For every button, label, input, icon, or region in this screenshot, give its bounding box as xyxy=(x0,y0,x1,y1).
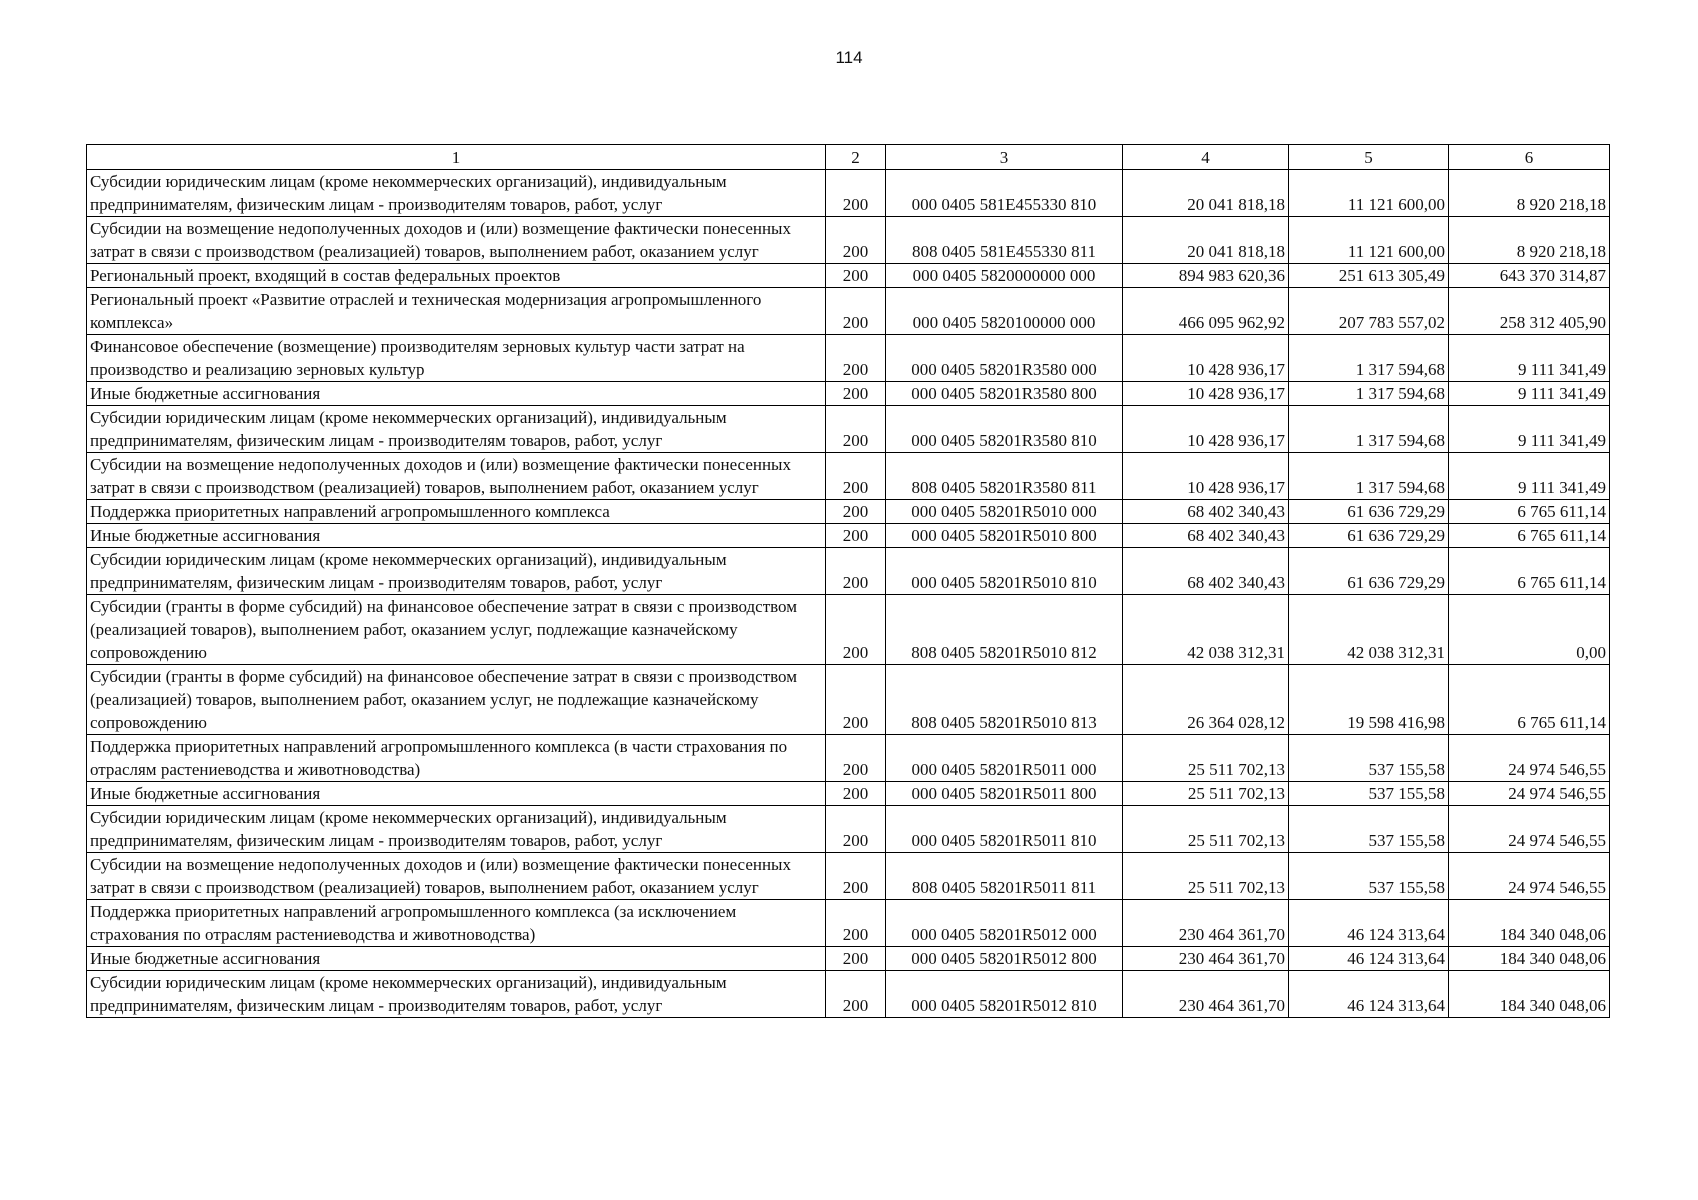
row-name-cell: Региональный проект «Развитие отраслей и техническая модернизация агропромышленного комплекса» xyxy=(87,288,826,335)
row-classifier-cell: 808 0405 58201R5010 812 xyxy=(886,595,1123,665)
row-code-cell: 200 xyxy=(826,947,886,971)
row-name-cell: Субсидии на возмещение недополученных доходов и (или) возмещение фактически понесенных затрат в связи с производством (реализацией) товаров, выполнением работ, оказанием услуг xyxy=(87,453,826,500)
row-value-col6-cell: 8 920 218,18 xyxy=(1449,170,1610,217)
row-value-col4-cell: 230 464 361,70 xyxy=(1123,971,1289,1018)
row-value-col5-cell: 1 317 594,68 xyxy=(1289,453,1449,500)
row-classifier-cell: 808 0405 58201R3580 811 xyxy=(886,453,1123,500)
row-value-col5-cell: 61 636 729,29 xyxy=(1289,500,1449,524)
row-value-col4-cell: 25 511 702,13 xyxy=(1123,853,1289,900)
row-classifier-cell: 000 0405 58201R3580 810 xyxy=(886,406,1123,453)
row-code-cell: 200 xyxy=(826,170,886,217)
row-name-cell: Поддержка приоритетных направлений агропромышленного комплекса (за исключением страхования по отраслям растениеводства и животноводства) xyxy=(87,900,826,947)
row-value-col4-cell: 230 464 361,70 xyxy=(1123,947,1289,971)
row-value-col6-cell: 0,00 xyxy=(1449,595,1610,665)
row-name-cell: Субсидии (гранты в форме субсидий) на финансовое обеспечение затрат в связи с производством (реализацией товаров), выполнением работ, оказанием услуг, подлежащие казначейскому сопровождению xyxy=(87,595,826,665)
row-code-cell: 200 xyxy=(826,264,886,288)
row-value-col6-cell: 24 974 546,55 xyxy=(1449,806,1610,853)
row-classifier-cell: 000 0405 58201R5010 800 xyxy=(886,524,1123,548)
row-value-col4-cell: 68 402 340,43 xyxy=(1123,500,1289,524)
row-code-cell: 200 xyxy=(826,453,886,500)
table-row xyxy=(87,453,1610,500)
row-value-col6-cell: 9 111 341,49 xyxy=(1449,453,1610,500)
row-value-col5-cell: 537 155,58 xyxy=(1289,782,1449,806)
row-code-cell: 200 xyxy=(826,500,886,524)
row-value-col5-cell: 1 317 594,68 xyxy=(1289,406,1449,453)
table-row xyxy=(87,853,1610,900)
row-value-col6-cell: 24 974 546,55 xyxy=(1449,735,1610,782)
row-value-col5-cell: 207 783 557,02 xyxy=(1289,288,1449,335)
row-value-col5-cell: 61 636 729,29 xyxy=(1289,524,1449,548)
row-value-col5-cell: 46 124 313,64 xyxy=(1289,971,1449,1018)
table-header-row xyxy=(87,145,1610,170)
row-classifier-cell: 000 0405 5820100000 000 xyxy=(886,288,1123,335)
table-row xyxy=(87,217,1610,264)
row-value-col4-cell: 26 364 028,12 xyxy=(1123,665,1289,735)
budget-table xyxy=(86,144,1610,1018)
row-value-col5-cell: 537 155,58 xyxy=(1289,806,1449,853)
row-classifier-cell: 808 0405 58201R5011 811 xyxy=(886,853,1123,900)
row-value-col6-cell: 258 312 405,90 xyxy=(1449,288,1610,335)
column-header-3: 3 xyxy=(886,145,1123,170)
row-code-cell: 200 xyxy=(826,971,886,1018)
row-classifier-cell: 000 0405 581E455330 810 xyxy=(886,170,1123,217)
row-value-col4-cell: 68 402 340,43 xyxy=(1123,524,1289,548)
row-code-cell: 200 xyxy=(826,335,886,382)
row-name-cell: Субсидии на возмещение недополученных доходов и (или) возмещение фактически понесенных затрат в связи с производством (реализацией) товаров, выполнением работ, оказанием услуг xyxy=(87,217,826,264)
row-value-col6-cell: 184 340 048,06 xyxy=(1449,971,1610,1018)
table-row xyxy=(87,947,1610,971)
row-name-cell: Иные бюджетные ассигнования xyxy=(87,947,826,971)
table-row xyxy=(87,735,1610,782)
row-name-cell: Субсидии на возмещение недополученных доходов и (или) возмещение фактически понесенных затрат в связи с производством (реализацией) товаров, выполнением работ, оказанием услуг xyxy=(87,853,826,900)
row-code-cell: 200 xyxy=(826,735,886,782)
row-classifier-cell: 000 0405 58201R5010 810 xyxy=(886,548,1123,595)
table-row xyxy=(87,335,1610,382)
row-code-cell: 200 xyxy=(826,853,886,900)
row-value-col6-cell: 8 920 218,18 xyxy=(1449,217,1610,264)
row-code-cell: 200 xyxy=(826,406,886,453)
row-code-cell: 200 xyxy=(826,524,886,548)
row-value-col4-cell: 42 038 312,31 xyxy=(1123,595,1289,665)
row-value-col5-cell: 1 317 594,68 xyxy=(1289,335,1449,382)
row-value-col6-cell: 9 111 341,49 xyxy=(1449,406,1610,453)
row-name-cell: Субсидии юридическим лицам (кроме некоммерческих организаций), индивидуальным предпринимателям, физическим лицам - производителям товаров, работ, услуг xyxy=(87,406,826,453)
row-value-col5-cell: 46 124 313,64 xyxy=(1289,900,1449,947)
row-value-col6-cell: 6 765 611,14 xyxy=(1449,548,1610,595)
column-header-4: 4 xyxy=(1123,145,1289,170)
row-value-col6-cell: 6 765 611,14 xyxy=(1449,524,1610,548)
row-value-col5-cell: 61 636 729,29 xyxy=(1289,548,1449,595)
row-value-col4-cell: 25 511 702,13 xyxy=(1123,806,1289,853)
row-classifier-cell: 808 0405 58201R5010 813 xyxy=(886,665,1123,735)
row-value-col5-cell: 42 038 312,31 xyxy=(1289,595,1449,665)
row-value-col4-cell: 894 983 620,36 xyxy=(1123,264,1289,288)
row-value-col5-cell: 537 155,58 xyxy=(1289,853,1449,900)
row-name-cell: Субсидии юридическим лицам (кроме некоммерческих организаций), индивидуальным предпринимателям, физическим лицам - производителям товаров, работ, услуг xyxy=(87,170,826,217)
table-body xyxy=(87,170,1610,1018)
row-value-col4-cell: 10 428 936,17 xyxy=(1123,406,1289,453)
row-name-cell: Иные бюджетные ассигнования xyxy=(87,524,826,548)
row-classifier-cell: 000 0405 58201R5011 810 xyxy=(886,806,1123,853)
row-code-cell: 200 xyxy=(826,665,886,735)
row-classifier-cell: 000 0405 58201R5012 000 xyxy=(886,900,1123,947)
row-name-cell: Финансовое обеспечение (возмещение) производителям зерновых культур части затрат на производство и реализацию зерновых культур xyxy=(87,335,826,382)
table-row xyxy=(87,264,1610,288)
row-classifier-cell: 808 0405 581E455330 811 xyxy=(886,217,1123,264)
row-value-col5-cell: 19 598 416,98 xyxy=(1289,665,1449,735)
row-value-col4-cell: 230 464 361,70 xyxy=(1123,900,1289,947)
row-name-cell: Субсидии юридическим лицам (кроме некоммерческих организаций), индивидуальным предпринимателям, физическим лицам - производителям товаров, работ, услуг xyxy=(87,806,826,853)
column-header-5: 5 xyxy=(1289,145,1449,170)
column-header-6: 6 xyxy=(1449,145,1610,170)
row-value-col5-cell: 11 121 600,00 xyxy=(1289,170,1449,217)
row-value-col5-cell: 1 317 594,68 xyxy=(1289,382,1449,406)
row-classifier-cell: 000 0405 58201R3580 000 xyxy=(886,335,1123,382)
row-code-cell: 200 xyxy=(826,595,886,665)
table-row xyxy=(87,548,1610,595)
row-value-col4-cell: 20 041 818,18 xyxy=(1123,170,1289,217)
row-name-cell: Субсидии юридическим лицам (кроме некоммерческих организаций), индивидуальным предпринимателям, физическим лицам - производителям товаров, работ, услуг xyxy=(87,548,826,595)
table-row xyxy=(87,406,1610,453)
row-name-cell: Поддержка приоритетных направлений агропромышленного комплекса xyxy=(87,500,826,524)
table-row xyxy=(87,524,1610,548)
row-code-cell: 200 xyxy=(826,217,886,264)
row-classifier-cell: 000 0405 58201R5011 800 xyxy=(886,782,1123,806)
row-value-col4-cell: 25 511 702,13 xyxy=(1123,735,1289,782)
row-name-cell: Субсидии (гранты в форме субсидий) на финансовое обеспечение затрат в связи с производством (реализацией) товаров, выполнением работ, оказанием услуг, не подлежащие казначейскому сопровождению xyxy=(87,665,826,735)
page-number: 114 xyxy=(835,48,863,67)
row-value-col6-cell: 184 340 048,06 xyxy=(1449,947,1610,971)
row-name-cell: Поддержка приоритетных направлений агропромышленного комплекса (в части страхования по отраслям растениеводства и животноводства) xyxy=(87,735,826,782)
row-code-cell: 200 xyxy=(826,806,886,853)
table-row xyxy=(87,971,1610,1018)
row-classifier-cell: 000 0405 58201R5012 810 xyxy=(886,971,1123,1018)
row-value-col4-cell: 68 402 340,43 xyxy=(1123,548,1289,595)
row-name-cell: Региональный проект, входящий в состав федеральных проектов xyxy=(87,264,826,288)
row-name-cell: Иные бюджетные ассигнования xyxy=(87,782,826,806)
table-row xyxy=(87,782,1610,806)
table-row xyxy=(87,665,1610,735)
table-row xyxy=(87,500,1610,524)
row-value-col6-cell: 184 340 048,06 xyxy=(1449,900,1610,947)
row-classifier-cell: 000 0405 58201R5012 800 xyxy=(886,947,1123,971)
row-value-col6-cell: 643 370 314,87 xyxy=(1449,264,1610,288)
row-value-col4-cell: 10 428 936,17 xyxy=(1123,382,1289,406)
row-code-cell: 200 xyxy=(826,548,886,595)
table-row xyxy=(87,288,1610,335)
row-value-col4-cell: 10 428 936,17 xyxy=(1123,335,1289,382)
table-row xyxy=(87,170,1610,217)
row-code-cell: 200 xyxy=(826,782,886,806)
row-value-col6-cell: 6 765 611,14 xyxy=(1449,665,1610,735)
row-classifier-cell: 000 0405 58201R3580 800 xyxy=(886,382,1123,406)
column-header-1: 1 xyxy=(87,145,826,170)
row-value-col6-cell: 24 974 546,55 xyxy=(1449,853,1610,900)
row-classifier-cell: 000 0405 5820000000 000 xyxy=(886,264,1123,288)
row-value-col6-cell: 9 111 341,49 xyxy=(1449,382,1610,406)
row-value-col4-cell: 10 428 936,17 xyxy=(1123,453,1289,500)
row-code-cell: 200 xyxy=(826,382,886,406)
row-classifier-cell: 000 0405 58201R5011 000 xyxy=(886,735,1123,782)
row-name-cell: Иные бюджетные ассигнования xyxy=(87,382,826,406)
row-value-col6-cell: 9 111 341,49 xyxy=(1449,335,1610,382)
table-row xyxy=(87,595,1610,665)
column-header-2: 2 xyxy=(826,145,886,170)
row-value-col6-cell: 6 765 611,14 xyxy=(1449,500,1610,524)
row-name-cell: Субсидии юридическим лицам (кроме некоммерческих организаций), индивидуальным предпринимателям, физическим лицам - производителям товаров, работ, услуг xyxy=(87,971,826,1018)
row-classifier-cell: 000 0405 58201R5010 000 xyxy=(886,500,1123,524)
row-value-col5-cell: 251 613 305,49 xyxy=(1289,264,1449,288)
row-code-cell: 200 xyxy=(826,900,886,947)
row-value-col4-cell: 20 041 818,18 xyxy=(1123,217,1289,264)
row-value-col4-cell: 25 511 702,13 xyxy=(1123,782,1289,806)
row-value-col5-cell: 537 155,58 xyxy=(1289,735,1449,782)
row-value-col4-cell: 466 095 962,92 xyxy=(1123,288,1289,335)
row-value-col5-cell: 11 121 600,00 xyxy=(1289,217,1449,264)
table-row xyxy=(87,806,1610,853)
table-row xyxy=(87,382,1610,406)
row-value-col5-cell: 46 124 313,64 xyxy=(1289,947,1449,971)
row-value-col6-cell: 24 974 546,55 xyxy=(1449,782,1610,806)
table-row xyxy=(87,900,1610,947)
row-code-cell: 200 xyxy=(826,288,886,335)
